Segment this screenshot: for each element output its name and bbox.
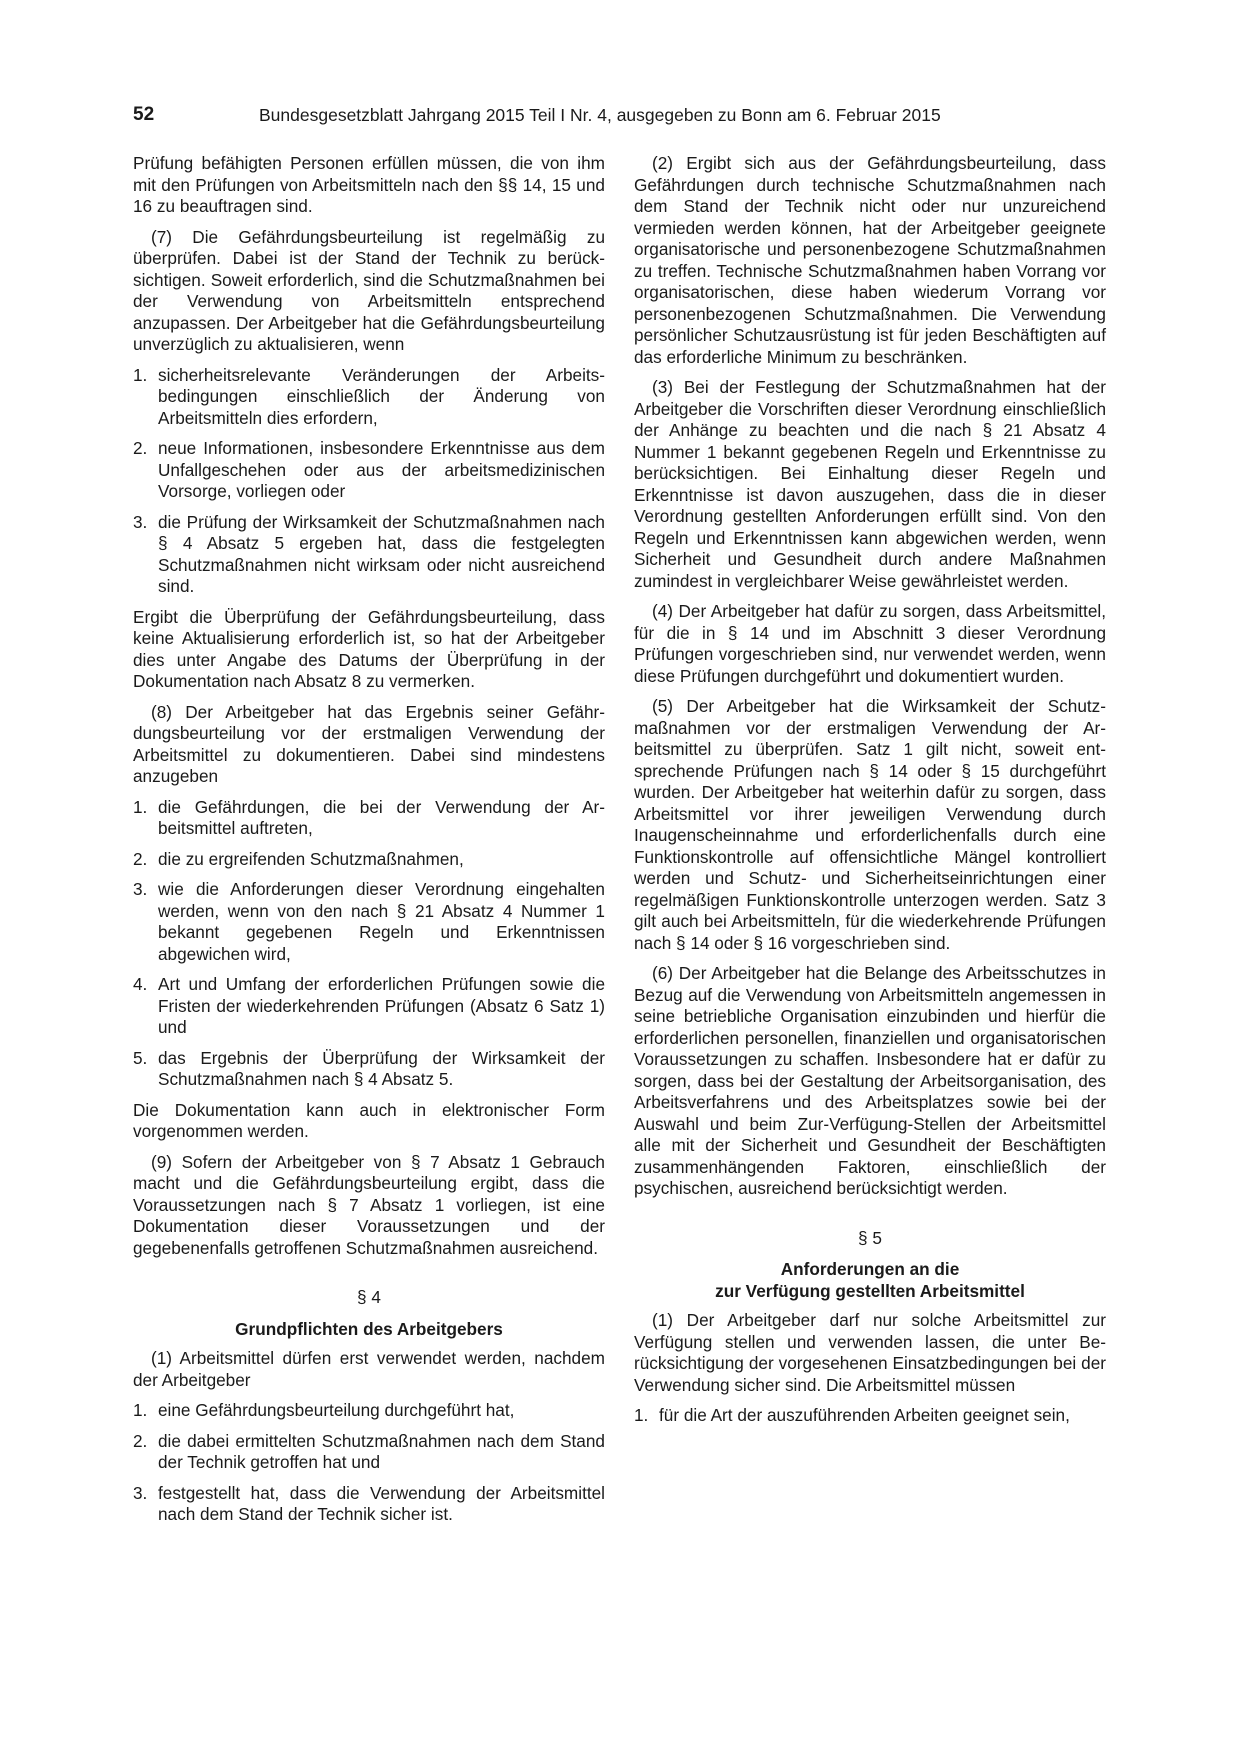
header-title: Bundesgesetzblatt Jahrgang 2015 Teil I Nr. 4, ausgegeben zu Bonn am 6. Februar 2015: [259, 105, 941, 125]
list-text: die zu ergreifenden Schutzmaßnahmen,: [158, 848, 464, 869]
list-number: 3.: [133, 511, 148, 532]
right-column: [634, 153, 1106, 1436]
list-number: 3.: [133, 879, 148, 899]
list-number: 1.: [133, 796, 148, 817]
paragraph: Die Dokumentation kann auch in elektronischer Form vorgenommen werden.: [133, 1099, 605, 1141]
list-item: [634, 1405, 1106, 1427]
list-number: 2.: [133, 1430, 148, 1451]
list-item: [133, 438, 605, 503]
list-8: [133, 797, 605, 1091]
paragraph: Ergibt die Überprüfung der Gefährdungsbeurteilung, dass keine Aktualisierung erforderlich ist, so hat der Arbeitgeber dies unter Angabe des Datums der Überprüfung in der Dokumentation nach Absatz 8 zu vermerken.: [133, 606, 605, 691]
list-s4: [133, 1400, 605, 1526]
list-item: [133, 512, 605, 598]
list-text: festgestellt hat, dass die Verwendung der Arbeitsmittel nach dem Stand der Technik sicher ist.: [158, 1482, 605, 1524]
section-title: Grundpflichten des Arbeitgebers: [235, 1318, 503, 1339]
list-text: wie die Anforderungen dieser Verordnung eingehalten werden, wenn von den nach § 21 Absatz 4 Nummer 1 bekannt gegebenen Regeln und Erkenntnissen abgewichen wird,: [158, 879, 605, 964]
list-item: [133, 1431, 605, 1474]
page-header: [133, 101, 985, 129]
paragraph-7: (7) Die Gefährdungsbeurteilung ist regelmäßig zu überprüfen. Dabei ist der Stand der Technik zu berücksichtigen. Soweit erforderlich, sind die Schutzmaßnahmen bei der Verwendung von Arbeitsmitteln entsprechend anzupassen. Der Arbeitgeber hat die Gefährdungsbeurteilung unverzüglich zu aktualisieren, wenn: [133, 226, 605, 354]
list-number: 5.: [133, 1047, 148, 1068]
list-item: [133, 365, 605, 430]
list-text: für die Art der auszuführenden Arbeiten geeignet sein,: [659, 1405, 1070, 1425]
list-text: die Gefährdungen, die bei der Verwendung der Arbeitsmittel auftreten,: [158, 796, 605, 838]
list-text: die Prüfung der Wirksamkeit der Schutzmaßnahmen nach § 4 Absatz 5 ergeben hat, dass die festgelegten Schutzmaßnahmen nicht wirksam oder nicht ausreichend sind.: [158, 511, 605, 596]
paragraph: Prüfung befähigten Personen erfüllen müssen, die von ihm mit den Prüfungen von Arbeitsmitteln nach den §§ 14, 15 und 16 zu beauftragen sind.: [133, 153, 605, 216]
list-7: [133, 365, 605, 598]
list-item: [133, 797, 605, 840]
list-item: [133, 974, 605, 1039]
list-item: [133, 849, 605, 871]
list-item: [133, 1400, 605, 1422]
list-number: 1.: [133, 1400, 148, 1420]
section-number: § 4: [357, 1287, 381, 1307]
section-title: [634, 1259, 1106, 1302]
list-text: eine Gefährdungsbeurteilung durchgeführt hat,: [158, 1400, 515, 1420]
paragraph: (1) Der Arbeitgeber darf nur solche Arbeitsmittel zur Verfügung stellen und verwenden lassen, die unter Berücksichtigung der vorgesehenen Einsatzbedingungen bei der Verwendung sicher sind. Die Arbeitsmittel müssen: [634, 1310, 1106, 1395]
list-text: die dabei ermittelten Schutzmaßnahmen nach dem Stand der Technik getroffen hat und: [158, 1430, 605, 1472]
list-text: Art und Umfang der erforderlichen Prüfungen sowie die Fristen der wiederkehrenden Prüfungen (Absatz 6 Satz 1) und: [158, 974, 605, 1037]
page-number: 52: [133, 104, 155, 125]
list-number: 2.: [133, 848, 148, 869]
paragraph-6: (6) Der Arbeitgeber hat die Belange des Arbeitsschutzes in Bezug auf die Verwendung von Arbeitsmitteln angemessen in seine betriebliche Organisation einzubinden und hierfür die erforderlichen personellen, finanziellen und organisatorischen Voraussetzungen zu schaffen. Insbesondere hat er dafür zu sorgen, dass bei der Gestaltung der Arbeitsorganisation, des Arbeitsverfahrens und des Arbeitsplatzes sowie bei der Auswahl und beim Zur-Verfügung-Stellen der Arbeitsmittel alle mit der Sicherheit und Gesundheit der Beschäftigten zusammenhängenden Faktoren, einschließlich der psychischen, ausreichend berücksichtigt werden.: [634, 963, 1106, 1198]
list-item: [133, 1048, 605, 1091]
list-item: [133, 1483, 605, 1526]
section-title-line: Anforderungen an die: [780, 1259, 960, 1279]
list-text: sicherheitsrelevante Veränderungen der Arbeitsbedingungen einschließlich der Änderung von Arbeitsmitteln dies erfordern,: [158, 364, 605, 428]
list-text: neue Informationen, insbesondere Erkenntnisse aus dem Unfallgeschehen oder aus der arbeitsmedizinischen Vorsorge, vorliegen oder: [158, 438, 605, 501]
list-number: 2.: [133, 438, 148, 458]
paragraph-8: (8) Der Arbeitgeber hat das Ergebnis seiner Gefährdungsbeurteilung vor der erstmaligen Verwendung der Arbeitsmittel zu dokumentieren. Dabei sind mindestens anzugeben: [133, 701, 605, 786]
list-number: 3.: [133, 1482, 148, 1503]
list-number: 1.: [634, 1405, 649, 1425]
list-item: [133, 879, 605, 965]
paragraph: (1) Arbeitsmittel dürfen erst verwendet werden, nachdem der Arbeitgeber: [133, 1348, 605, 1390]
paragraph-9: (9) Sofern der Arbeitgeber von § 7 Absatz 1 Gebrauch macht und die Gefährdungsbeurteilung ergibt, dass die Voraussetzungen nach § 7 Absatz 1 vorliegen, ist eine Dokumentation dieser Voraussetzungen und der gegebenenfalls getroffenen Schutzmaßnahmen ausreichend.: [133, 1151, 605, 1258]
list-text: das Ergebnis der Überprüfung der Wirksamkeit der Schutzmaßnahmen nach § 4 Absatz 5.: [158, 1047, 605, 1089]
left-column: [133, 153, 605, 1535]
section-number: § 5: [858, 1227, 882, 1248]
list-s5: [634, 1405, 1106, 1427]
section-title-line: zur Verfügung gestellten Arbeitsmittel: [715, 1280, 1025, 1301]
list-number: 1.: [133, 364, 148, 385]
paragraph-4: (4) Der Arbeitgeber hat dafür zu sorgen, dass Arbeitsmittel, für die in § 14 und im Abschnitt 3 dieser Verordnung Prüfungen vorgeschrieben sind, nur verwendet werden, wenn diese Prüfungen durchgeführt und dokumentiert wurden.: [634, 601, 1106, 686]
list-number: 4.: [133, 974, 148, 994]
paragraph-2: (2) Ergibt sich aus der Gefährdungsbeurteilung, dass Gefährdungen durch technische Schutzmaßnahmen nach dem Stand der Technik nicht oder nur unzureichend vermieden werden können, hat der Arbeitgeber geeignete organisatorische und personenbezogene Schutzmaßnahmen zu treffen. Technische Schutzmaßnahmen haben Vorrang vor organisatorischen, diese haben wiederum Vorrang vor personenbezogenen Schutzmaßnahmen. Die Verwendung persönlicher Schutzausrüstung ist für jeden Beschäftigten auf das erforderliche Minimum zu beschränken.: [634, 153, 1106, 367]
paragraph-5: (5) Der Arbeitgeber hat die Wirksamkeit der Schutzmaßnahmen vor der erstmaligen Verwendung der Arbeitsmittel zu überprüfen. Satz 1 gilt nicht, soweit entsprechende Prüfungen nach § 14 oder § 15 durchgeführt wurden. Der Arbeitgeber hat weiterhin dafür zu sorgen, dass Arbeitsmittel vor ihrer jeweiligen Verwendung durch Inaugenscheinnahme und erforderlichenfalls durch eine Funktionskontrolle auf offensichtliche Mängel kontrolliert werden und Schutz- und Sicherheitseinrichtungen einer regelmäßigen Funktionskontrolle unterzogen werden. Satz 3 gilt auch bei Arbeitsmitteln, für die wiederkehrende Prüfungen nach § 14 oder § 16 vorgeschrieben sind.: [634, 696, 1106, 953]
paragraph-3: (3) Bei der Festlegung der Schutzmaßnahmen hat der Arbeitgeber die Vorschriften dieser Verordnung einschließlich der Anhänge zu beachten und die nach § 21 Absatz 4 Nummer 1 bekannt gegebenen Regeln und Erkenntnisse zu berücksichtigen. Bei Einhaltung dieser Regeln und Erkenntnisse ist davon auszugehen, dass die in dieser Verordnung gestellten Anforderungen erfüllt sind. Von den Regeln und Erkenntnissen kann abgewichen werden, wenn Sicherheit und Gesundheit durch andere Maßnahmen zumindest in vergleichbarer Weise gewährleistet werden.: [634, 377, 1106, 591]
